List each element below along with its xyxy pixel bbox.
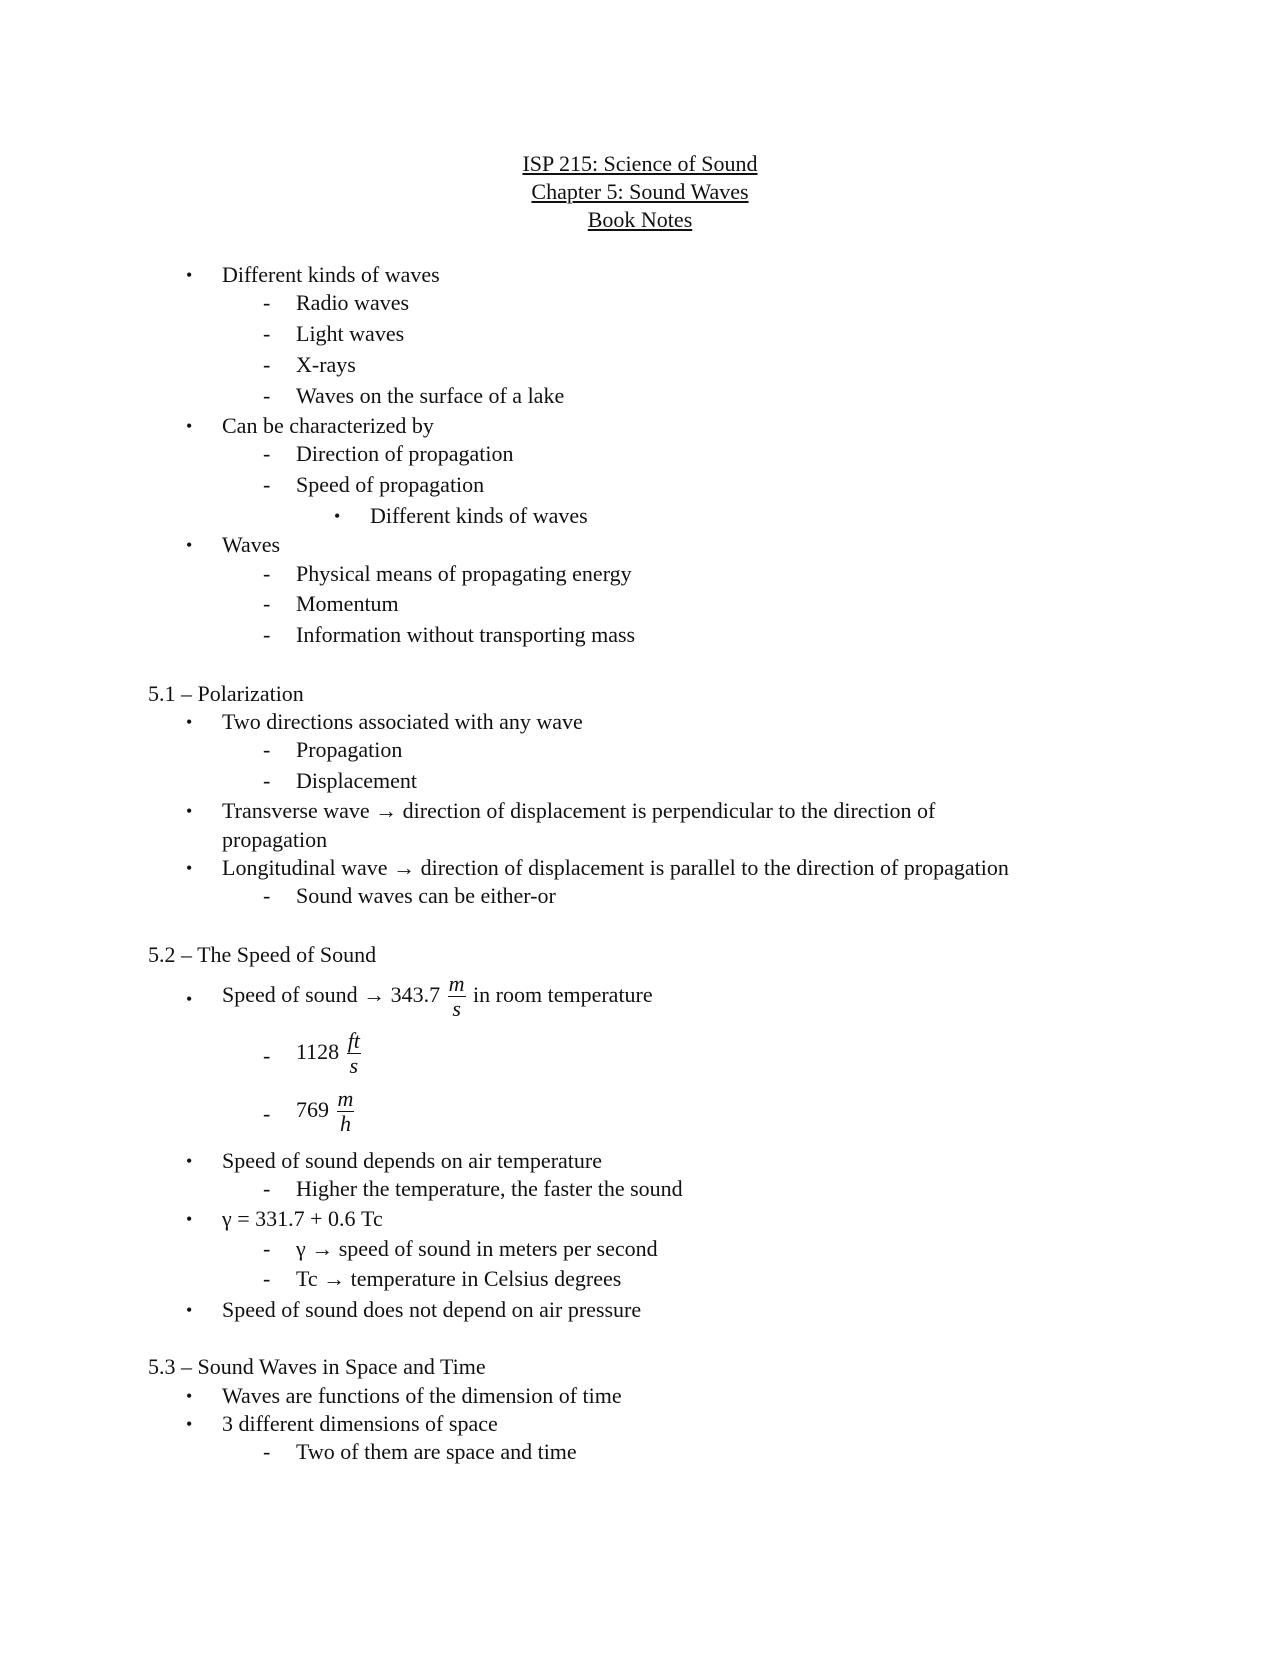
bullet-icon: • <box>186 416 193 436</box>
list-item: Light waves <box>296 321 405 346</box>
dash-icon: - <box>263 1236 271 1261</box>
list-item: Physical means of propagating energy <box>296 561 632 586</box>
chapter-title: Chapter 5: Sound Waves <box>531 179 749 204</box>
section-heading-5-3: 5.3 – Sound Waves in Space and Time <box>148 1354 486 1379</box>
fraction-denominator: s <box>452 996 461 1022</box>
dash-icon: - <box>263 472 271 497</box>
arrow-icon: → <box>393 855 416 880</box>
dash-icon: - <box>263 883 271 908</box>
list-item: Information without transporting mass <box>296 622 636 647</box>
unit-fraction <box>448 972 466 1021</box>
dash-icon: - <box>263 1043 271 1068</box>
formula: γ = 331.7 + 0.6 Tc <box>222 1206 383 1231</box>
bullet-icon: • <box>186 1414 193 1434</box>
list-item: Two of them are space and time <box>296 1439 577 1464</box>
section-heading-5-1: 5.1 – Polarization <box>148 681 304 706</box>
dash-icon: - <box>263 1176 271 1201</box>
section-heading-5-2: 5.2 – The Speed of Sound <box>148 942 377 967</box>
arrow-icon: → <box>363 982 386 1007</box>
list-item: Direction of propagation <box>296 441 514 466</box>
list-item <box>296 1025 363 1081</box>
unit-fraction <box>347 1029 361 1078</box>
term: Transverse wave <box>222 798 370 823</box>
definition: direction of displacement is perpendicular to the direction of <box>402 798 936 823</box>
bullet-icon: • <box>186 535 193 555</box>
list-item: Speed of propagation <box>296 472 485 497</box>
list-item: Can be characterized by <box>222 413 434 438</box>
value: 343.7 <box>390 982 441 1007</box>
bullet-icon: • <box>186 712 193 732</box>
fraction-numerator: ft <box>347 1028 360 1054</box>
list-item: X-rays <box>296 352 356 377</box>
list-item <box>222 968 653 1024</box>
term: Speed of sound <box>222 982 358 1007</box>
dash-icon: - <box>263 737 271 762</box>
bullet-icon: • <box>186 1209 193 1229</box>
list-item: Radio waves <box>296 290 410 315</box>
list-item: Waves are functions of the dimension of time <box>222 1383 622 1408</box>
list-item <box>296 1235 658 1263</box>
fraction-denominator: s <box>349 1053 359 1079</box>
list-item <box>222 854 1009 882</box>
dash-icon: - <box>263 591 271 616</box>
list-item: Waves <box>222 532 281 557</box>
term: Longitudinal wave <box>222 855 388 880</box>
bullet-icon: • <box>186 265 193 285</box>
list-item: Momentum <box>296 591 399 616</box>
definition: direction of displacement is parallel to the direction of propagation <box>420 855 1009 880</box>
bullet-icon: • <box>186 801 193 821</box>
dash-icon: - <box>263 441 271 466</box>
list-item: 3 different dimensions of space <box>222 1411 498 1436</box>
dash-icon: - <box>263 1101 271 1126</box>
list-item: Different kinds of waves <box>222 262 440 287</box>
bullet-icon: • <box>186 1300 193 1320</box>
unit-fraction <box>337 1087 355 1136</box>
list-item: Higher the temperature, the faster the sound <box>296 1176 683 1201</box>
list-item: Different kinds of waves <box>370 503 588 528</box>
dash-icon: - <box>263 1439 271 1464</box>
fraction-denominator: h <box>339 1111 351 1137</box>
arrow-icon: → <box>323 1266 346 1291</box>
dash-icon: - <box>263 1266 271 1291</box>
list-item: Displacement <box>296 768 417 793</box>
list-item: Propagation <box>296 737 403 762</box>
bullet-icon: • <box>334 506 341 526</box>
bullet-icon: • <box>186 858 193 878</box>
dash-icon: - <box>263 290 271 315</box>
dash-icon: - <box>263 321 271 346</box>
list-item-continuation: propagation <box>222 827 328 852</box>
dash-icon: - <box>263 768 271 793</box>
value: 769 <box>296 1097 329 1122</box>
list-item <box>296 1265 621 1293</box>
bullet-icon: • <box>186 1151 193 1171</box>
dash-icon: - <box>263 383 271 408</box>
list-item: Speed of sound does not depend on air pressure <box>222 1297 642 1322</box>
dash-icon: - <box>263 561 271 586</box>
definition: temperature in Celsius degrees <box>350 1266 622 1291</box>
list-item: Two directions associated with any wave <box>222 709 583 734</box>
list-item <box>296 1083 356 1139</box>
list-item: Waves on the surface of a lake <box>296 383 565 408</box>
term: Tc <box>296 1266 318 1291</box>
bullet-icon: • <box>186 1386 193 1406</box>
bullet-icon: • <box>186 989 193 1009</box>
definition: speed of sound in meters per second <box>338 1236 658 1261</box>
fraction-numerator: m <box>337 1086 354 1112</box>
notes-subtitle: Book Notes <box>587 207 693 232</box>
dash-icon: - <box>263 352 271 377</box>
fraction-numerator: m <box>448 971 465 997</box>
course-title: ISP 215: Science of Sound <box>522 151 758 176</box>
qualifier: in room temperature <box>473 982 653 1007</box>
arrow-icon: → <box>375 798 398 823</box>
arrow-icon: → <box>311 1236 334 1261</box>
term: γ <box>296 1236 306 1261</box>
dash-icon: - <box>263 622 271 647</box>
list-item: Speed of sound depends on air temperature <box>222 1148 602 1173</box>
list-item <box>222 797 935 825</box>
list-item: Sound waves can be either-or <box>296 883 556 908</box>
value: 1128 <box>296 1039 340 1064</box>
